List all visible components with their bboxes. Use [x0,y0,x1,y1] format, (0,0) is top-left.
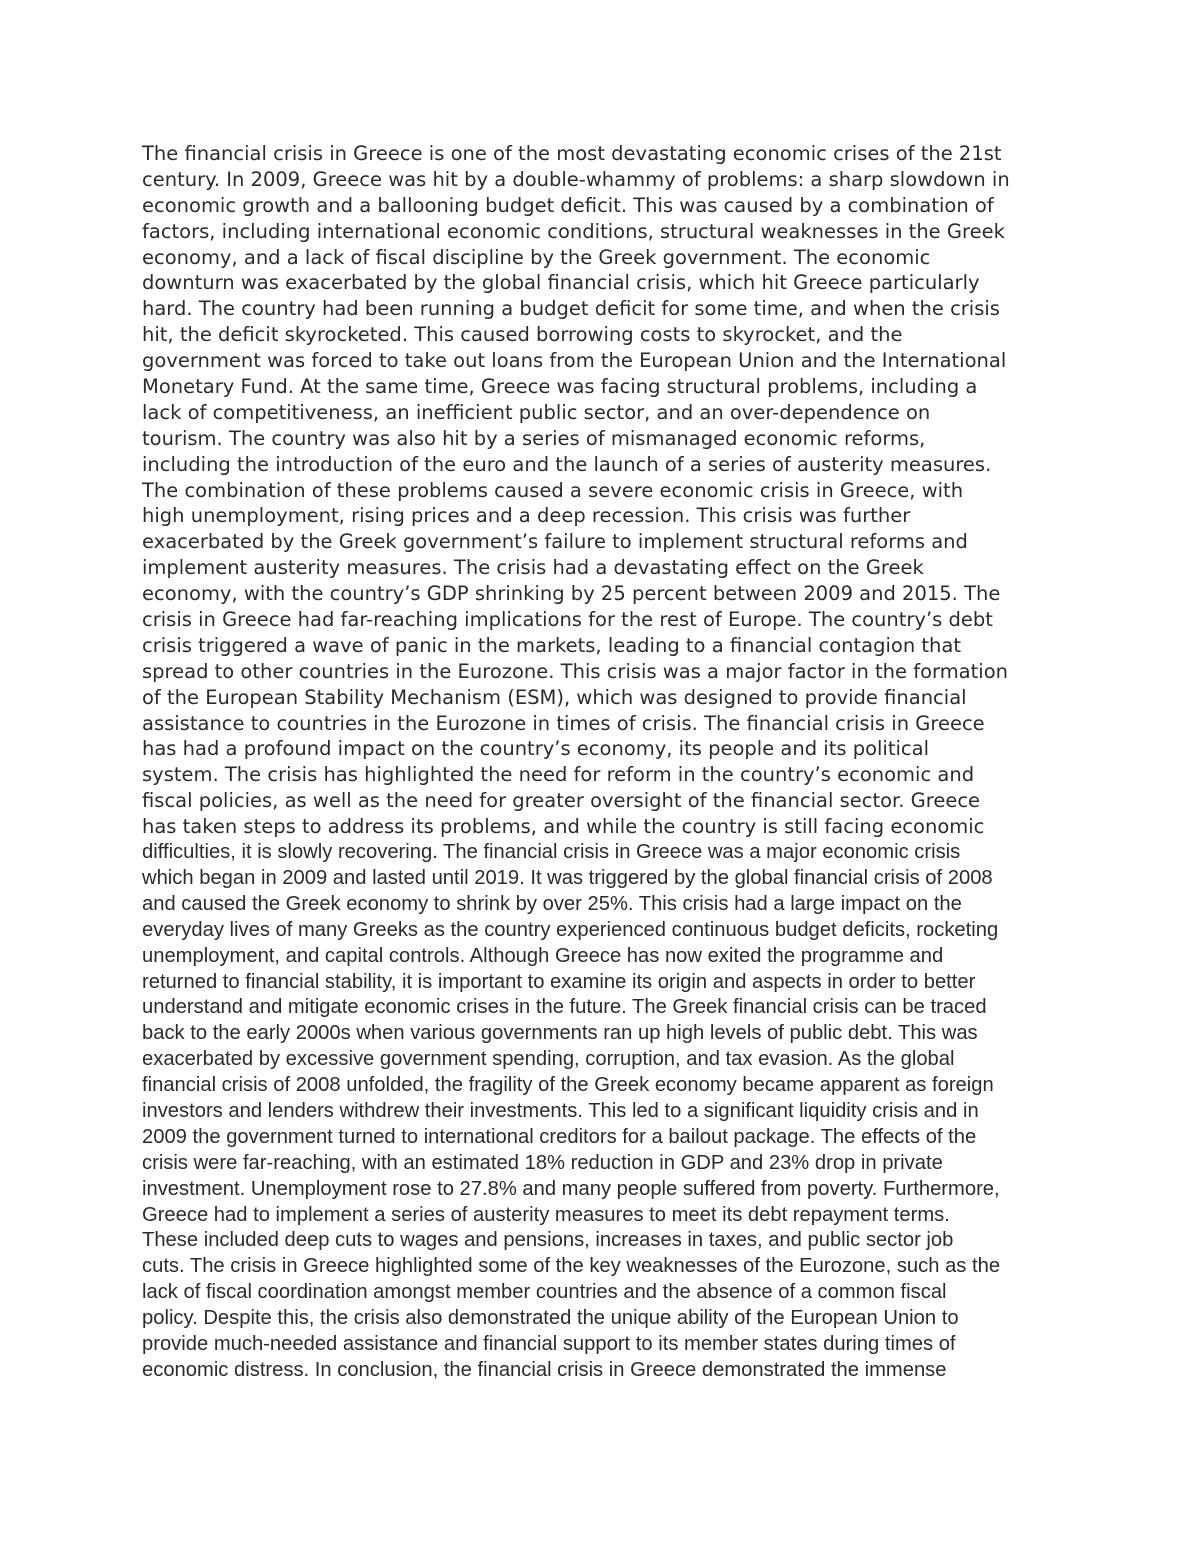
text-line: including the introduction of the euro and the launch of a series of austerity measures. [142,452,992,476]
text-line: understand and mitigate economic crises in the future. The Greek financial crisis can be traced [142,996,987,1019]
text-line: investment. Unemployment rose to 27.8% and many people suffered from poverty. Furthermore, [142,1177,1000,1200]
text-line: back to the early 2000s when various governments ran up high levels of public debt. This was [142,1022,978,1045]
text-line: exacerbated by excessive government spending, corruption, and tax evasion. As the global [142,1048,955,1071]
text-line: 2009 the government turned to international creditors for a bailout package. The effects of the [142,1125,977,1148]
text-line: The financial crisis in Greece is one of the most devastating economic crises of the 21st [142,142,1002,165]
text-line: system. The crisis has highlighted the need for reform in the country’s economic and [142,763,975,787]
text-line: high unemployment, rising prices and a deep recession. This crisis was further [142,504,911,528]
text-line: century. In 2009, Greece was hit by a double-whammy of problems: a sharp slowdown in [142,167,1010,191]
text-line: provide much-needed assistance and financial support to its member states during times of [142,1332,956,1355]
text-line: cuts. The crisis in Greece highlighted some of the key weaknesses of the Eurozone, such as the [142,1255,1001,1278]
text-line: downturn was exacerbated by the global financial crisis, which hit Greece particularly [142,271,980,295]
text-line: exacerbated by the Greek government’s failure to implement structural reforms and [142,530,968,554]
text-line: spread to other countries in the Eurozone. This crisis was a major factor in the formation [142,659,1008,683]
text-line: hard. The country had been running a budget deficit for some time, and when the crisis [142,297,1000,321]
text-line [142,1384,1082,1410]
text-line: financial crisis of 2008 unfolded, the fragility of the Greek economy became apparent as foreign [142,1074,994,1097]
text-line: assistance to countries in the Eurozone in times of crisis. The financial crisis in Greece [142,711,985,735]
text-line: returned to financial stability, it is important to examine its origin and aspects in order to better [142,970,976,993]
text-line: economy, and a lack of fiscal discipline by the Greek government. The economic [142,245,931,269]
text-line: lack of competitiveness, an inefficient public sector, and an over-dependence on [142,400,931,424]
text-line: Monetary Fund. At the same time, Greece was facing structural problems, including a [142,375,978,399]
text-line: economic distress. In conclusion, the financial crisis in Greece demonstrated the immense [142,1358,947,1381]
text-line: hit, the deficit skyrocketed. This caused borrowing costs to skyrocket, and the [142,323,903,347]
text-line: crisis triggered a wave of panic in the markets, leading to a financial contagion that [142,633,961,657]
text-line: economic growth and a ballooning budget deficit. This was caused by a combination of [142,193,994,217]
text-line: These included deep cuts to wages and pensions, increases in taxes, and public sector job [142,1229,954,1252]
text-line: crisis were far-reaching, with an estimated 18% reduction in GDP and 23% drop in private [142,1151,943,1174]
text-line: everyday lives of many Greeks as the country experienced continuous budget deficits, rocketing [142,918,999,941]
text-line: and caused the Greek economy to shrink by over 25%. This crisis had a large impact on the [142,892,962,915]
text-line: has had a profound impact on the country’s economy, its people and its political [142,737,929,761]
text-line: Greece had to implement a series of austerity measures to meet its debt repayment terms. [142,1203,950,1226]
text-line: policy. Despite this, the crisis also demonstrated the unique ability of the European Union to [142,1307,959,1330]
text-line: implement austerity measures. The crisis had a devastating effect on the Greek [142,556,924,580]
text-line: investors and lenders withdrew their investments. This led to a significant liquidity crisis and in [142,1099,979,1122]
text-line: economy, with the country’s GDP shrinking by 25 percent between 2009 and 2015. The [142,582,1001,606]
text-line: factors, including international economic conditions, structural weaknesses in the Greek [142,219,1005,243]
text-line: tourism. The country was also hit by a series of mismanaged economic reforms, [142,426,926,450]
text-line: lack of fiscal coordination amongst member countries and the absence of a common fiscal [142,1281,947,1304]
text-line: fiscal policies, as well as the need for greater oversight of the financial sector. Greece [142,789,981,813]
document-body [142,141,1082,1410]
text-line: government was forced to take out loans from the European Union and the International [142,349,1007,373]
text-line: difficulties, it is slowly recovering. The financial crisis in Greece was a major economic crisis [142,841,961,864]
text-line: which began in 2009 and lasted until 2019. It was triggered by the global financial crisis of 2008 [142,866,993,889]
text-line: unemployment, and capital controls. Although Greece has now exited the programme and [142,944,944,967]
text-line: crisis in Greece had far-reaching implications for the rest of Europe. The country’s debt [142,608,993,632]
text-line: of the European Stability Mechanism (ESM), which was designed to provide financial [142,685,967,709]
text-line: has taken steps to address its problems, and while the country is still facing economic [142,815,985,839]
text-line: The combination of these problems caused a severe economic crisis in Greece, with [142,478,964,502]
